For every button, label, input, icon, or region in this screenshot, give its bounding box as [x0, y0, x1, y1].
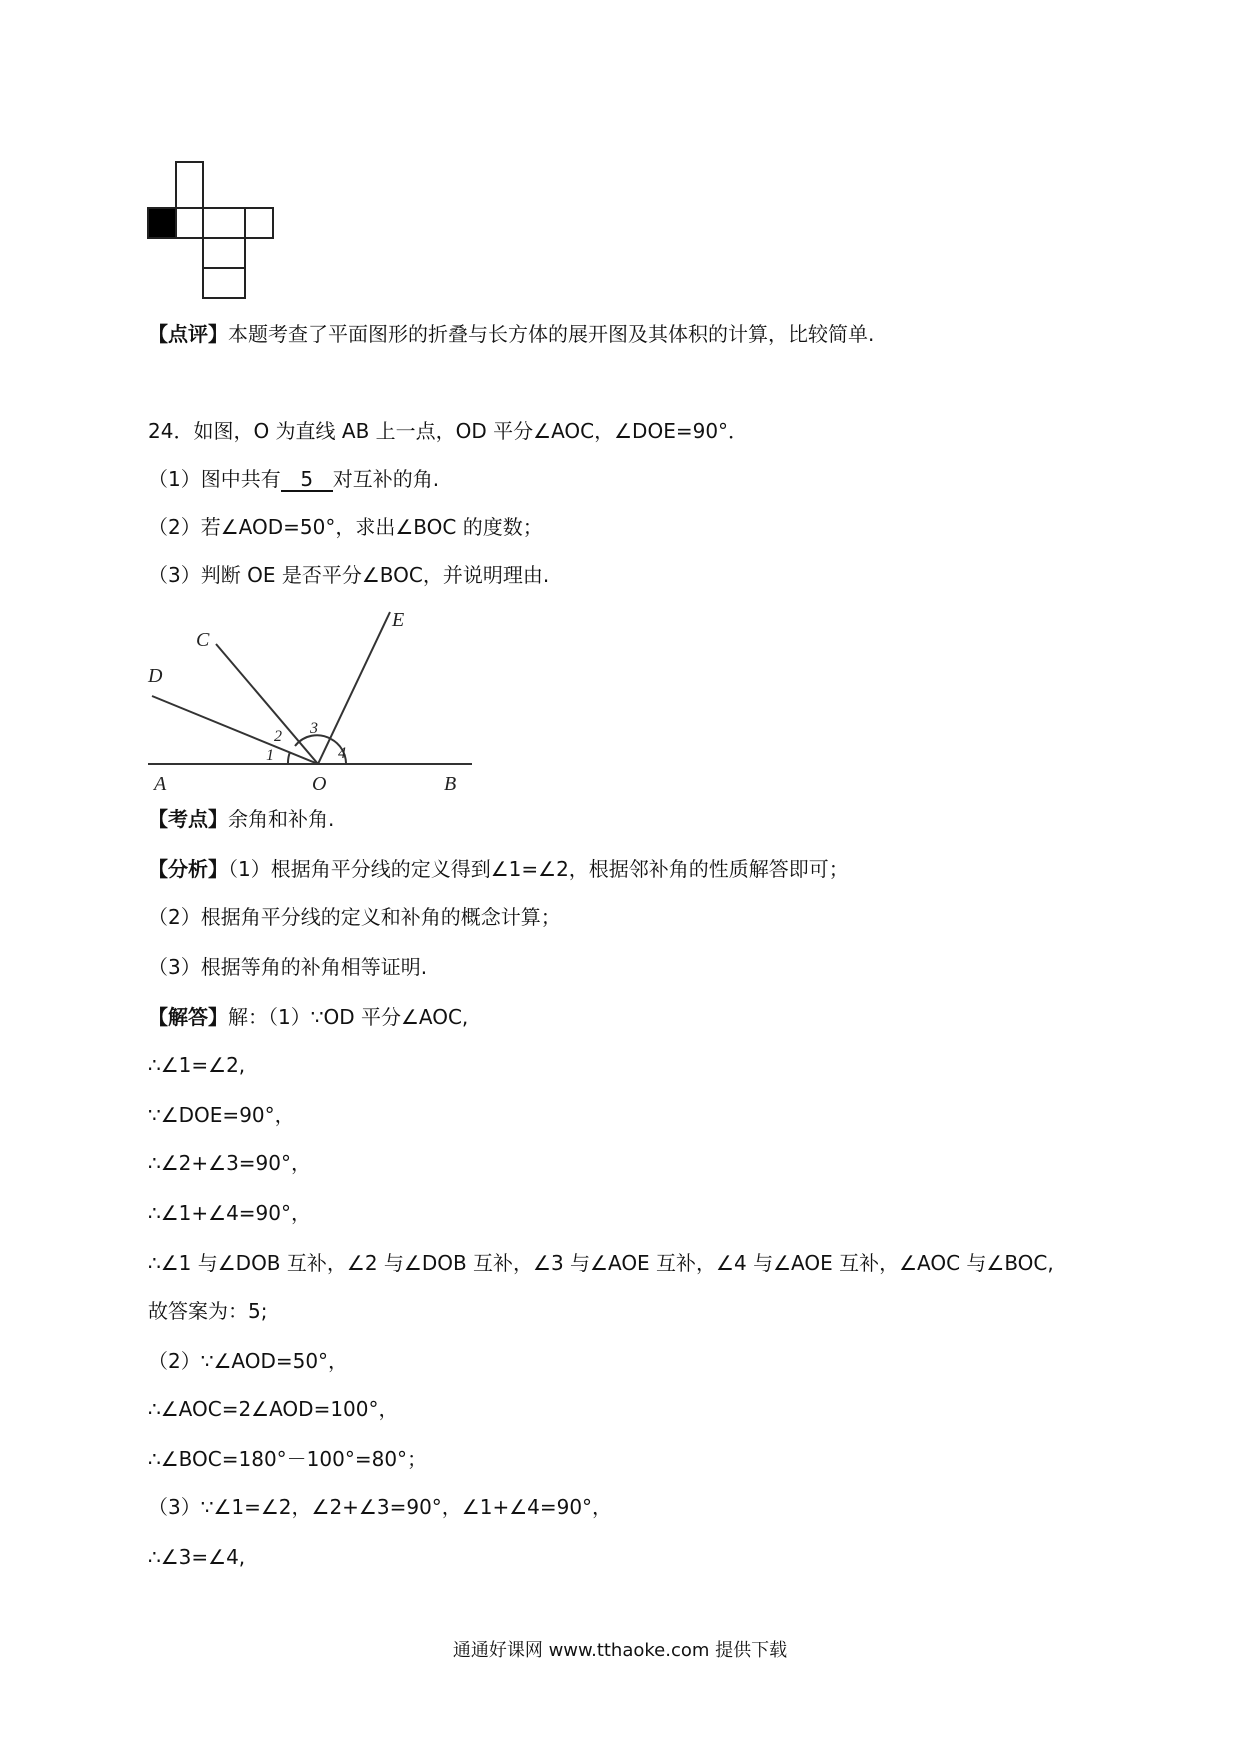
net-cell-top [176, 162, 203, 208]
angle-figure [140, 602, 480, 794]
solution-line-10: ∴∠BOC=180°－100°=80°； [148, 1447, 428, 1471]
review-text: 本题考查了平面图形的折叠与长方体的展开图及其体积的计算，比较简单. [228, 322, 875, 346]
solution-line-1 [148, 1004, 468, 1030]
arc-angle-1 [288, 752, 290, 764]
label-c: C [196, 629, 210, 651]
analysis-tag: 【分析】 [148, 857, 228, 881]
part1-answer-blank: 5 [281, 468, 333, 492]
question-part3: （3）判断 OE 是否平分∠BOC，并说明理由. [148, 563, 550, 587]
cuboid-net-figure [146, 160, 282, 300]
angle-label-2: 2 [274, 728, 282, 745]
question-part2: （2）若∠AOD=50°，求出∠BOC 的度数； [148, 515, 543, 539]
net-cell-right [245, 208, 273, 238]
kaodian-text: 余角和补角. [228, 807, 335, 831]
net-cell-middle-1 [176, 208, 203, 238]
net-cell-middle-2 [203, 208, 245, 238]
page-footer: 通通好课网 www.tthaoke.com 提供下载 [452, 1640, 788, 1661]
kaodian-line [148, 806, 334, 832]
solution-line-12: ∴∠3=∠4, [148, 1545, 246, 1569]
angle-label-4: 4 [338, 745, 346, 762]
ray-oe [318, 612, 390, 764]
part1-prefix: （1）图中共有 [148, 467, 281, 491]
solution-line-11: （3）∵∠1=∠2，∠2+∠3=90°，∠1+∠4=90°， [148, 1495, 613, 1519]
analysis-line-3: （3）根据等角的补角相等证明. [148, 955, 428, 979]
net-cell-bottom-2 [203, 268, 245, 298]
part1-suffix: 对互补的角. [332, 467, 440, 491]
solution-line-2: ∴∠1=∠2, [148, 1053, 246, 1077]
solution-line-4: ∴∠2+∠3=90°， [148, 1151, 311, 1175]
solution-line-7: 故答案为：5; [148, 1299, 268, 1323]
solution-tag: 【解答】 [148, 1005, 228, 1029]
analysis-line-2: （2）根据角平分线的定义和补角的概念计算； [148, 905, 561, 929]
solution-line-3: ∵∠DOE=90°， [148, 1103, 295, 1127]
net-cell-bottom-1 [203, 238, 245, 268]
solution-line-9: ∴∠AOC=2∠AOD=100°， [148, 1397, 399, 1421]
solution-text-1: 解：（1）∵OD 平分∠AOC, [228, 1005, 469, 1029]
question-part1 [148, 466, 439, 492]
label-d: D [148, 665, 163, 687]
label-o: O [312, 773, 327, 794]
solution-line-6: ∴∠1 与∠DOB 互补，∠2 与∠DOB 互补，∠3 与∠AOE 互补，∠4 与∠AOE 互补，∠AOC 与∠BOC, [148, 1251, 1054, 1275]
analysis-text-1: （1）根据角平分线的定义得到∠1=∠2，根据邻补角的性质解答即可； [228, 857, 849, 881]
angle-label-3: 3 [310, 720, 318, 737]
solution-line-8: （2）∵∠AOD=50°， [148, 1349, 349, 1373]
label-e: E [392, 609, 405, 631]
ray-oc [216, 644, 318, 764]
question-stem: 24．如图，O 为直线 AB 上一点，OD 平分∠AOC，∠DOE=90°． [148, 419, 749, 443]
analysis-line-1 [148, 856, 849, 882]
review-tag: 【点评】 [148, 322, 228, 346]
ray-od [152, 696, 318, 764]
review-line [148, 321, 874, 347]
angle-label-1: 1 [266, 747, 274, 764]
solution-line-5: ∴∠1+∠4=90°， [148, 1201, 311, 1225]
kaodian-tag: 【考点】 [148, 807, 228, 831]
label-b: B [444, 773, 457, 794]
net-cell-left-shaded [148, 208, 176, 238]
label-a: A [154, 773, 167, 794]
